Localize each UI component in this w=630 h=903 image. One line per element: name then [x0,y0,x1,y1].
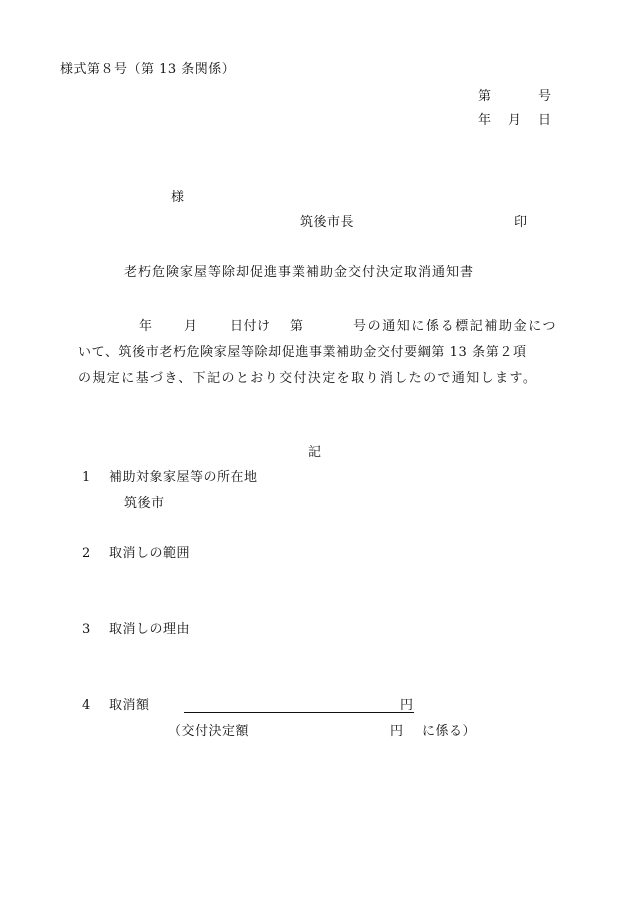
body-no-prefix: 第 [290,319,304,334]
item-4-label: 取消額 [109,698,150,713]
doc-no-suffix: 号 [538,89,552,104]
body-line3: の規定に基づき、下記のとおり交付決定を取り消したので通知します。 [78,371,538,386]
amount-underline [184,712,414,713]
date-year: 年 [478,113,492,128]
sender-seal: 印 [514,215,528,230]
item-2-label: 取消しの範囲 [109,546,191,561]
item-4-unit: 円 [400,698,414,713]
body-line1-rest: 号の通知に係る標記補助金につ [353,319,558,334]
sender-title: 筑後市長 [300,215,355,230]
body-year: 年 [139,319,153,334]
decision-close: に係る） [422,724,477,739]
item-1-number: 1 [82,470,91,485]
item-1-value: 筑後市 [124,496,165,511]
body-month: 月 [184,319,198,334]
body-dated: 日付け [230,319,271,334]
document-title: 老朽危険家屋等除却促進事業補助金交付決定取消通知書 [124,265,475,280]
item-4-number: 4 [82,698,91,713]
item-3-number: 3 [82,622,91,637]
date-day: 日 [538,113,552,128]
item-3-label: 取消しの理由 [109,622,191,637]
addressee-honorific: 様 [171,190,185,205]
doc-no-prefix: 第 [478,89,492,104]
item-2-number: 2 [82,546,91,561]
form-label: 様式第８号（第 13 条関係） [60,62,236,77]
date-month: 月 [508,113,522,128]
body-line2: いて、筑後市老朽危険家屋等除却促進事業補助金交付要綱第 13 条第２項 [78,345,527,360]
decision-open: （交付決定額 [168,724,250,739]
item-1-label: 補助対象家屋等の所在地 [109,470,258,485]
ki-heading: 記 [308,445,322,460]
decision-unit: 円 [390,724,404,739]
